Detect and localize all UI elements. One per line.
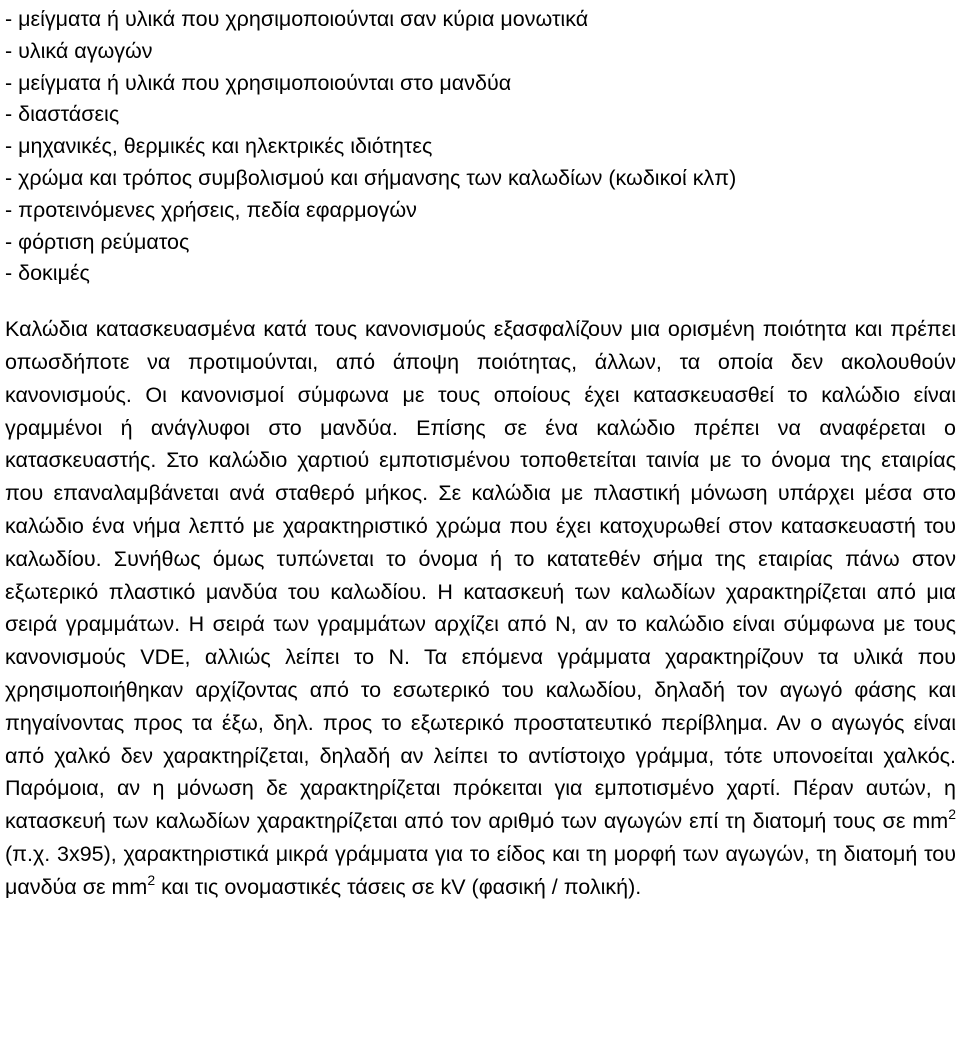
list-item: - δοκιμές <box>5 261 90 286</box>
list-item: - προτεινόμενες χρήσεις, πεδία εφαρμογών <box>5 197 417 222</box>
list-item: - μηχανικές, θερμικές και ηλεκτρικές ιδιότητες <box>5 134 433 159</box>
document-page <box>5 4 956 904</box>
paragraph-text: (π.χ. 3x95), χαρακτηριστικά μικρά γράμματα για το είδος και τη μορφή των αγωγών, τη διατομή του μανδύα σε mm <box>5 841 956 899</box>
property-list <box>5 4 956 290</box>
list-item: - υλικά αγωγών <box>5 38 153 63</box>
superscript: 2 <box>948 806 956 823</box>
paragraph-text: Καλώδια κατασκευασμένα κατά τους κανονισμούς εξασφαλίζουν μια ορισμένη ποιότητα και πρέπει οπωσδήποτε να προτιμούνται, από άποψη ποιότητας, άλλων, τα οποία δεν ακολουθούν κανονισμούς. Οι κανονισμοί σύμφωνα με τους οποίους έχει κατασκευασθεί το καλώδιο είναι γραμμένοι ή ανάγλυφοι στο μανδύα. Επίσης σε ένα καλώδιο πρέπει να αναφέρεται ο κατασκευαστής. Στο καλώδιο χαρτιού εμποτισμένου τοποθετείται ταινία με το όνομα της εταιρίας που επαναλαμβάνεται ανά σταθερό μήκος. Σε καλώδια με πλαστική μόνωση υπάρχει μέσα στο καλώδιο ένα νήμα λεπτό με χαρακτηριστικό χρώμα που έχει κατοχυρωθεί στον κατασκευαστή του καλωδίου. Συνήθως όμως τυπώνεται το όνομα ή το κατατεθέν σήμα της εταιρίας πάνω στον εξωτερικό πλαστικό μανδύα του καλωδίου. Η κατασκευή των καλωδίων χαρακτηρίζεται από μια σειρά γραμμάτων. Η σειρά των γραμμάτων αρχίζει από Ν, αν το καλώδιο είναι σύμφωνα με τους κανονισμούς VDE, αλλιώς λείπει το Ν. Τα επόμενα γράμματα χαρακτηρίζουν τα υλικά που χρησιμοποιήθηκαν αρχίζοντας από το εσωτερικό του καλωδίου, δηλαδή τον αγωγό φάσης και πηγαίνοντας προς τα έξω, δηλ. προς το εξωτερικό προστατευτικό περίβλημα. Αν ο αγωγός είναι από χαλκό δεν χαρακτηρίζεται, δηλαδή αν λείπει το αντίστοιχο γράμμα, τότε υπονοείται χαλκός. Παρόμοια, αν η μόνωση δε χαρακτηρίζεται πρόκειται για εμποτισμένο χαρτί. Πέραν αυτών, η κατασκευή των καλωδίων χαρακτηρίζεται από τον αριθμό των αγωγών επί τη διατομή τους σε mm <box>5 317 956 834</box>
list-item: - χρώμα και τρόπος συμβολισμού και σήμανσης των καλωδίων (κωδικοί κλπ) <box>5 165 737 190</box>
body-paragraph <box>5 313 956 903</box>
list-item: - φόρτιση ρεύματος <box>5 229 190 254</box>
superscript: 2 <box>147 871 156 888</box>
list-item: - διαστάσεις <box>5 102 120 127</box>
list-item: - μείγματα ή υλικά που χρησιμοποιούνται σαν κύρια μονωτικά <box>5 7 589 31</box>
paragraph-text: και τις ονομαστικές τάσεις σε kV (φασική / πολική). <box>155 874 642 899</box>
list-item: - μείγματα ή υλικά που χρησιμοποιούνται στο μανδύα <box>5 70 512 95</box>
